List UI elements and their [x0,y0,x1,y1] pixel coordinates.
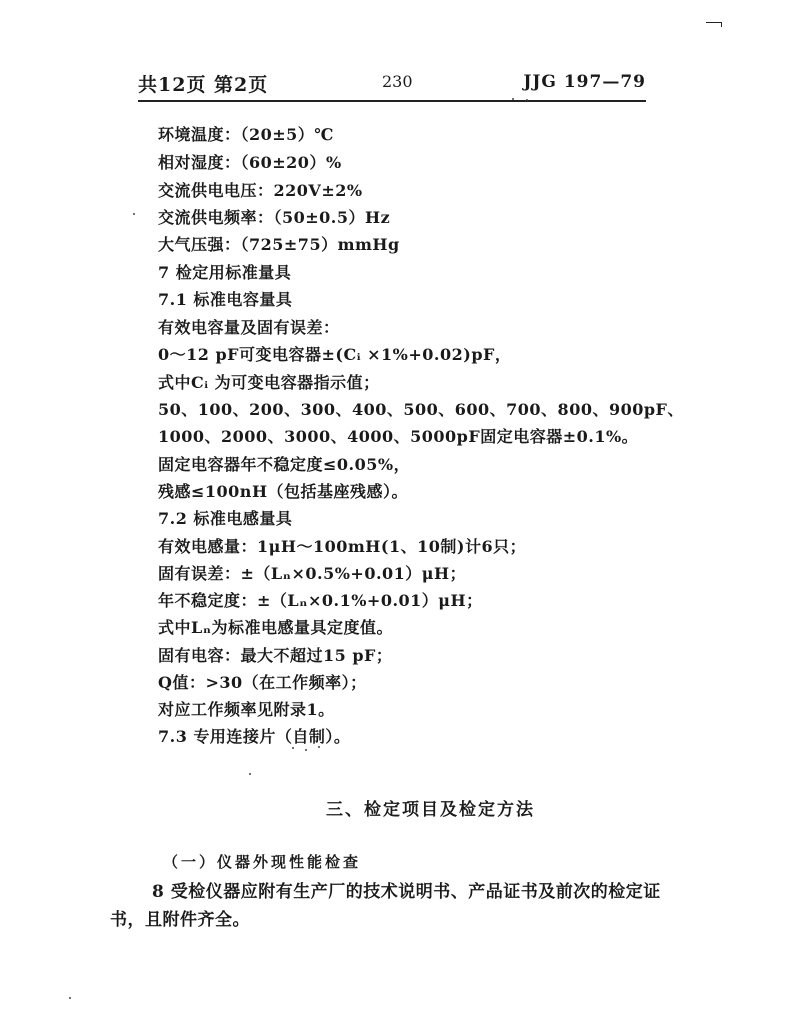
heading-connector: 7.3 专用连接片（自制）。 [158,727,351,746]
line-variable-capacitor: 0～12 pF可变电容器±(Cᵢ ×1%+0.02)pF， [158,345,512,364]
line-inherent-error: 固有误差：±（Lₙ×0.5%+0.01）μH； [158,564,467,583]
line-relative-humidity: 相对湿度：（60±20）% [158,153,342,172]
line-ac-frequency: 交流供电频率：（50±0.5）Hz [158,208,391,227]
section-title: 三、检定项目及检定方法 [326,800,535,820]
line-effective-inductance: 有效电感量：1μH～100mH(1、10制)计6只； [158,537,527,556]
heading-standard-capacitance: 7.1 标准电容量具 [158,290,293,309]
line-ln-definition: 式中Lₙ为标准电感量具定度值。 [158,618,394,637]
line-annual-instability: 年不稳定度：±（Lₙ×0.1%+0.01）μH； [158,591,483,610]
standard-code: JJG 197—79 [523,72,646,92]
heading-standard-gauges: 7 检定用标准量具 [158,263,292,282]
line-capacitor-values-2: 1000、2000、3000、4000、5000pF固定电容器±0.1%。 [158,427,639,446]
line-capacitor-values-1: 50、100、200、300、400、500、600、700、800、900pF、 [158,400,684,419]
line-air-pressure: 大气压强：（725±75）mmHg [158,235,400,254]
line-q-value: Q值：>30（在工作频率）； [158,673,367,692]
page-number: 230 [382,72,413,91]
line-residual-inductance: 残感≤100nH（包括基座残感）。 [158,482,409,501]
line-working-frequency: 对应工作频率见附录1。 [158,700,335,719]
line-ambient-temperature: 环境温度：（20±5）℃ [158,125,334,144]
header-rule [138,100,646,102]
corner-mark [706,22,722,23]
line-capacitor-instability: 固定电容器年不稳定度≤0.05%， [158,455,411,474]
heading-standard-inductance: 7.2 标准电感量具 [158,509,293,528]
line-ac-voltage: 交流供电电压：220V±2% [158,181,363,200]
page-header [138,70,646,106]
sub-heading: （一）仪器外现性能检查 [163,853,362,871]
line-ci-definition: 式中Cᵢ 为可变电容器指示值； [158,373,380,392]
page-count: 共12页 第2页 [138,74,269,96]
paragraph-item-8: 8 受检仪器应附有生产厂的技术说明书、产品证书及前次的检定证书，且附件齐全。 [110,882,661,930]
line-effective-capacitance: 有效电容量及固有误差： [158,318,340,337]
line-inherent-capacitance: 固有电容：最大不超过15 pF； [158,646,393,665]
